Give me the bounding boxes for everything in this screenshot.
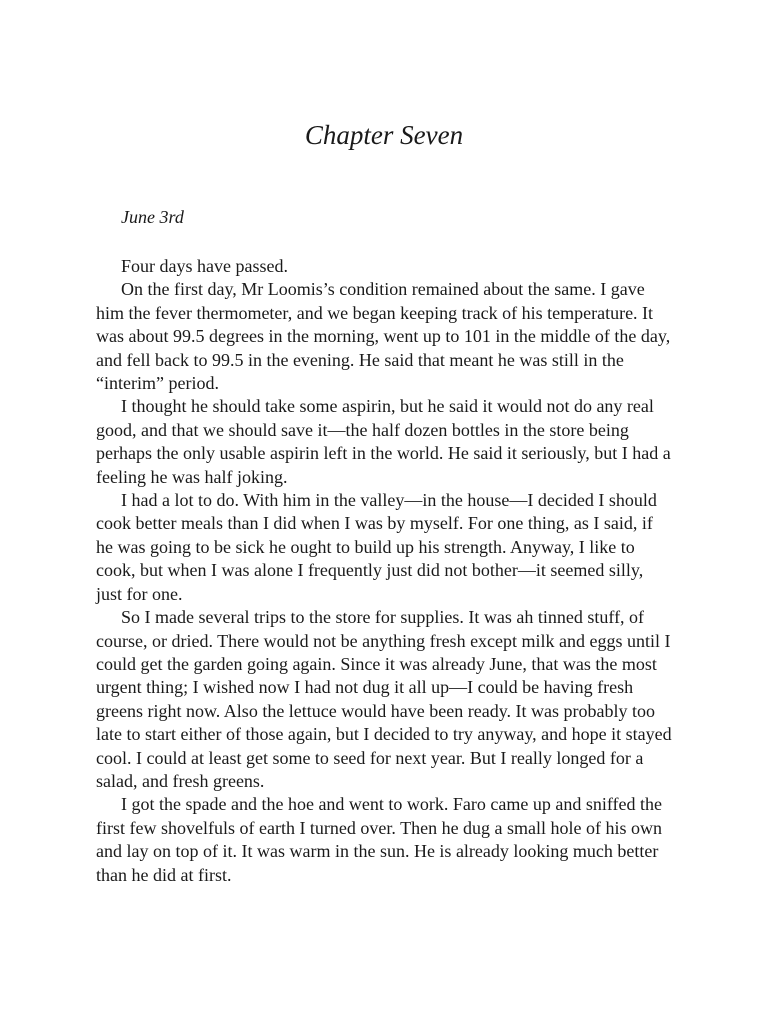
chapter-title: Chapter Seven xyxy=(304,120,464,150)
paragraph: I thought he should take some aspirin, but he said it would not do any real good, and that we should save it—the half dozen bottles in the store being perhaps the only usable aspirin left in the world. He said it seriously, but I had a feeling he was half joking. xyxy=(96,396,671,487)
book-page xyxy=(96,0,672,1024)
paragraph: Four days have passed. xyxy=(121,256,288,276)
paragraph: On the first day, Mr Loomis’s condition remained about the same. I gave him the fever thermometer, and we began keeping track of his temperature. It was about 99.5 degrees in the morning, went up to 101 in the middle of the day, and fell back to 99.5 in the evening. He said that meant he was still in the “interim” period. xyxy=(96,279,671,394)
paragraph: I had a lot to do. With him in the valley—in the house—I decided I should cook better meals than I did when I was by myself. For one thing, as I said, if he was going to be sick he ought to build up his strength. Anyway, I like to cook, but when I was alone I frequently just did not bother—it seemed silly, just for one. xyxy=(96,490,657,604)
body-text xyxy=(96,255,672,887)
paragraph: So I made several trips to the store for supplies. It was ah tinned stuff, of course, or dried. There would not be anything fresh except milk and eggs until I could get the garden going again. Since it was already June, that was the most urgent thing; I wished now I had not dug it all up—I could be having fresh greens right now. Also the lettuce would have been ready. It was probably too late to start either of those again, but I decided to try anyway, and hope it stayed cool. I could at least get some to seed for next year. But I really longed for a salad, and fresh greens. xyxy=(96,607,672,791)
entry-date: June 3rd xyxy=(121,207,184,227)
paragraph: I got the spade and the hoe and went to work. Faro came up and sniffed the first few shovelfuls of earth I turned over. Then he dug a small hole of his own and lay on top of it. It was warm in the sun. He is already looking much better than he did at first. xyxy=(96,794,663,885)
